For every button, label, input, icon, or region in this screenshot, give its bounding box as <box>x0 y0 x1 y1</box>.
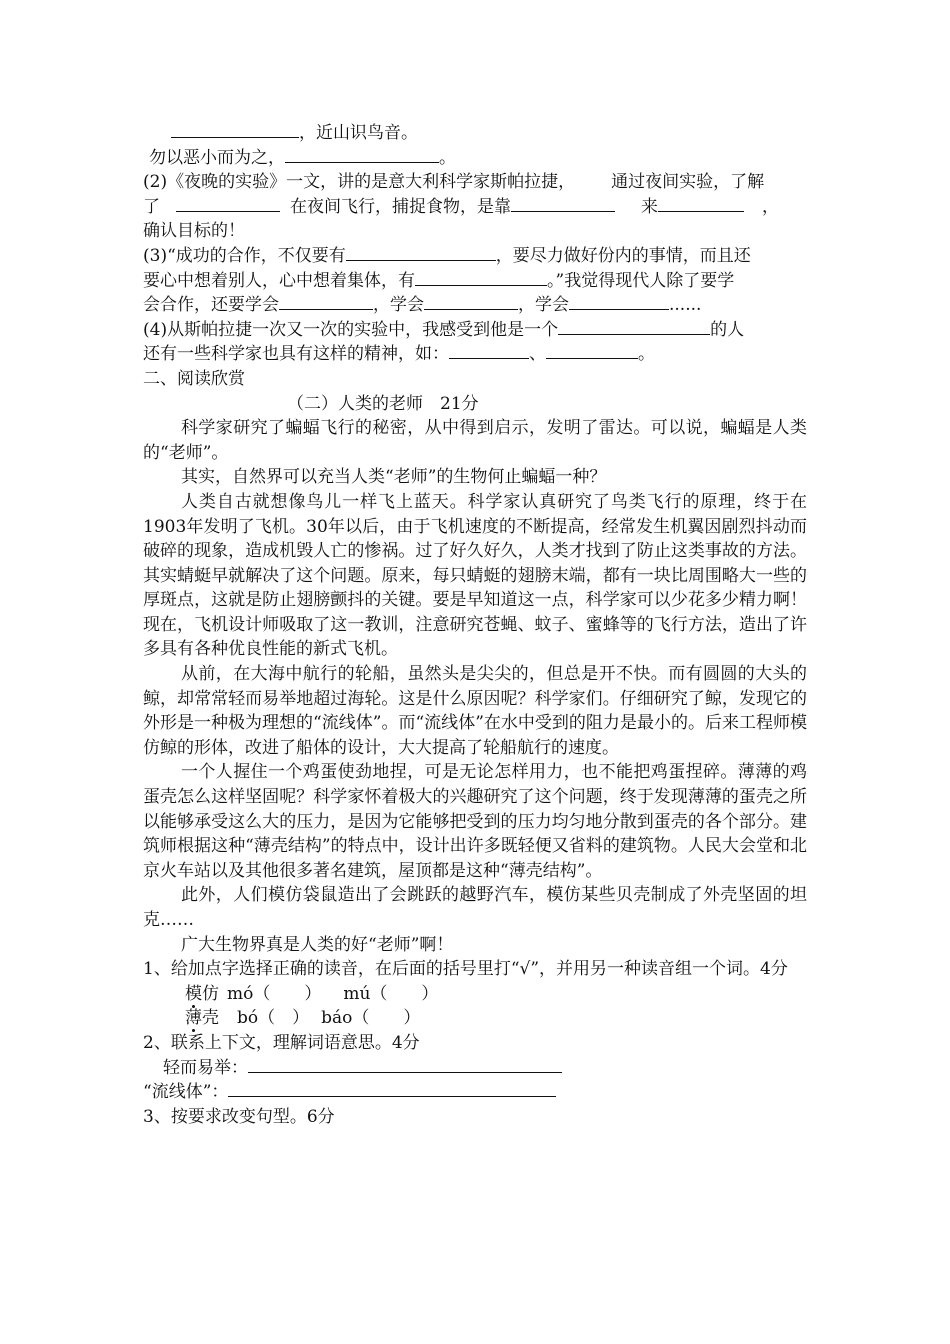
answer-blank[interactable] <box>285 146 439 163</box>
answer-blank[interactable] <box>415 269 547 286</box>
question-3: 3、按要求改变句型。6分 <box>143 1106 335 1127</box>
answer-blank[interactable] <box>248 1056 562 1073</box>
poem-line-2 <box>143 146 807 171</box>
dotted-char: 薄 <box>185 1008 202 1029</box>
q3-text: 会合作，还要学会 <box>143 295 279 316</box>
q3-text: ，学会 <box>373 295 424 316</box>
q3-text: 。”我觉得现代人除了要学 <box>547 270 735 291</box>
answer-blank[interactable] <box>511 195 615 212</box>
word-rest: 壳 <box>202 1008 219 1029</box>
question-2-item-1 <box>143 1056 807 1081</box>
q4-text: (4)从斯帕拉捷一次又一次的实验中，我感受到他是一个 <box>143 319 559 340</box>
q3-text: ，学会 <box>518 295 569 316</box>
q3-text: ...... <box>669 295 702 316</box>
term-label: 轻而易举： <box>163 1057 248 1078</box>
q2-text: ， <box>762 196 779 217</box>
answer-blank[interactable] <box>424 293 518 310</box>
q2-line-1 <box>143 170 807 195</box>
question-1-row-2 <box>143 1006 807 1031</box>
q4-text: 。 <box>638 344 655 365</box>
poem-line-1-tail: ，近山识鸟音。 <box>299 123 418 143</box>
q4-text: 还有一些科学家也具有这样的精神，如： <box>143 344 449 365</box>
q4-text: 的人 <box>710 319 745 340</box>
q3-text: 要心中想着别人，心中想着集体，有 <box>143 270 415 291</box>
answer-blank[interactable] <box>449 342 529 359</box>
passage-title: （二）人类的老师 21分 <box>287 393 479 414</box>
answer-blank[interactable] <box>279 293 373 310</box>
q2-line-2 <box>143 195 807 220</box>
answer-blank[interactable] <box>176 195 280 212</box>
q3-text: (3)“成功的合作，不仅要有 <box>143 245 346 266</box>
term-label: “流线体”： <box>143 1082 229 1103</box>
answer-blank[interactable] <box>171 121 299 138</box>
q2-text: (2)《夜晚的实验》一文，讲的是意大利科学家斯帕拉捷， <box>143 172 576 193</box>
poem-line-1 <box>143 121 807 146</box>
passage-paragraph-5: 一个人握住一个鸡蛋使劲地捏，可是无论怎样用力，也不能把鸡蛋捏碎。薄薄的鸡蛋壳怎么这样坚固呢？科学家怀着极大的兴趣研究了这个问题，终于发现薄薄的蛋壳之所以能够承受这么大的压力，是因为它能够把受到的压力均匀地分散到蛋壳的各个部分。建筑师根据这种“薄壳结构”的特点中，设计出许多既轻便又省料的建筑物。人民大会堂和北京火车站以及其他很多著名建筑，屋顶都是这种“薄壳结构”。 <box>143 762 807 881</box>
q3-line-2 <box>143 269 807 294</box>
q2-text: 在夜间飞行，捕捉食物，是靠 <box>290 196 511 217</box>
passage-paragraph-2: 其实，自然界可以充当人类“老师”的生物何止蝙蝠一种？ <box>181 467 607 488</box>
q3-line-3 <box>143 293 807 318</box>
pinyin-option[interactable]: báo（ ） <box>321 1008 421 1029</box>
passage-paragraph-6: 此外，人们模仿袋鼠造出了会跳跃的越野汽车，模仿某些贝壳制成了外壳坚固的坦克…… <box>143 885 807 930</box>
q3-line-1 <box>143 244 807 269</box>
word-rest: 仿 <box>202 983 219 1004</box>
poem-line-2-tail: 。 <box>439 147 456 168</box>
q2-text: 确认目标的！ <box>143 221 245 242</box>
q2-text: 通过夜间实验，了解 <box>611 172 765 193</box>
q4-line-1 <box>143 318 807 343</box>
passage-paragraph-1: 科学家研究了蝙蝠飞行的秘密，从中得到启示，发明了雷达。可以说，蝙蝠是人类的“老师”。 <box>143 418 807 463</box>
passage-paragraph-7: 广大生物界真是人类的好“老师”啊！ <box>181 934 454 955</box>
q4-text: 、 <box>529 344 546 365</box>
answer-blank[interactable] <box>546 342 638 359</box>
question-2: 2、联系上下文，理解词语意思。4分 <box>143 1032 420 1053</box>
question-1: 1、给加点字选择正确的读音，在后面的括号里打“√”，并用另一种读音组一个词。4分 <box>143 959 788 980</box>
pinyin-option[interactable]: mó（ ） <box>227 983 322 1004</box>
section-heading: 二、阅读欣赏 <box>143 368 245 389</box>
dotted-char: 模 <box>185 983 202 1004</box>
q2-line-3 <box>143 219 807 244</box>
passage-paragraph-4: 从前，在大海中航行的轮船，虽然头是尖尖的，但总是开不快。而有圆圆的大头的鲸，却常常轻而易举地超过海轮。这是什么原因呢？科学家们。仔细研究了鲸，发现它的外形是一种极为理想的“流线体”。而“流线体”在水中受到的阻力是最小的。后来工程师模仿鲸的形体，改进了船体的设计，大大提高了轮船航行的速度。 <box>143 664 807 758</box>
passage-paragraph-3: 人类自古就想像鸟儿一样飞上蓝天。科学家认真研究了鸟类飞行的原理，终于在1903年发明了飞机。30年以后，由于飞机速度的不断提高，经常发生机翼因剧烈抖动而破碎的现象，造成机毁人亡的惨祸。过了好久好久，人类才找到了防止这类事故的方法。其实蜻蜓早就解决了这个问题。原来，每只蜻蜓的翅膀末端，都有一块比周围略大一些的厚斑点，这就是防止翅膀颤抖的关键。要是早知道这一点，科学家可以少花多少精力啊！现在，飞机设计师吸取了这一教训，注意研究苍蝇、蚊子、蜜蜂等的飞行方法，造出了许多具有各种优良性能的新式飞机。 <box>143 491 807 660</box>
answer-blank[interactable] <box>569 293 669 310</box>
question-2-item-2 <box>143 1080 807 1105</box>
q3-text: ，要尽力做好份内的事情，而且还 <box>495 245 751 266</box>
question-1-row-1 <box>143 982 807 1007</box>
q2-text: 来 <box>641 196 658 217</box>
answer-blank[interactable] <box>228 1080 556 1097</box>
answer-blank[interactable] <box>346 244 496 261</box>
worksheet-page <box>143 121 807 1129</box>
answer-blank[interactable] <box>658 195 744 212</box>
q2-text: 了 <box>143 196 160 217</box>
answer-blank[interactable] <box>558 318 710 335</box>
q4-line-2 <box>143 342 807 367</box>
pinyin-option[interactable]: mú（ ） <box>343 983 439 1004</box>
poem-line-2-head: 勿以恶小而为之， <box>149 147 285 168</box>
pinyin-option[interactable]: bó（ ） <box>237 1008 310 1029</box>
